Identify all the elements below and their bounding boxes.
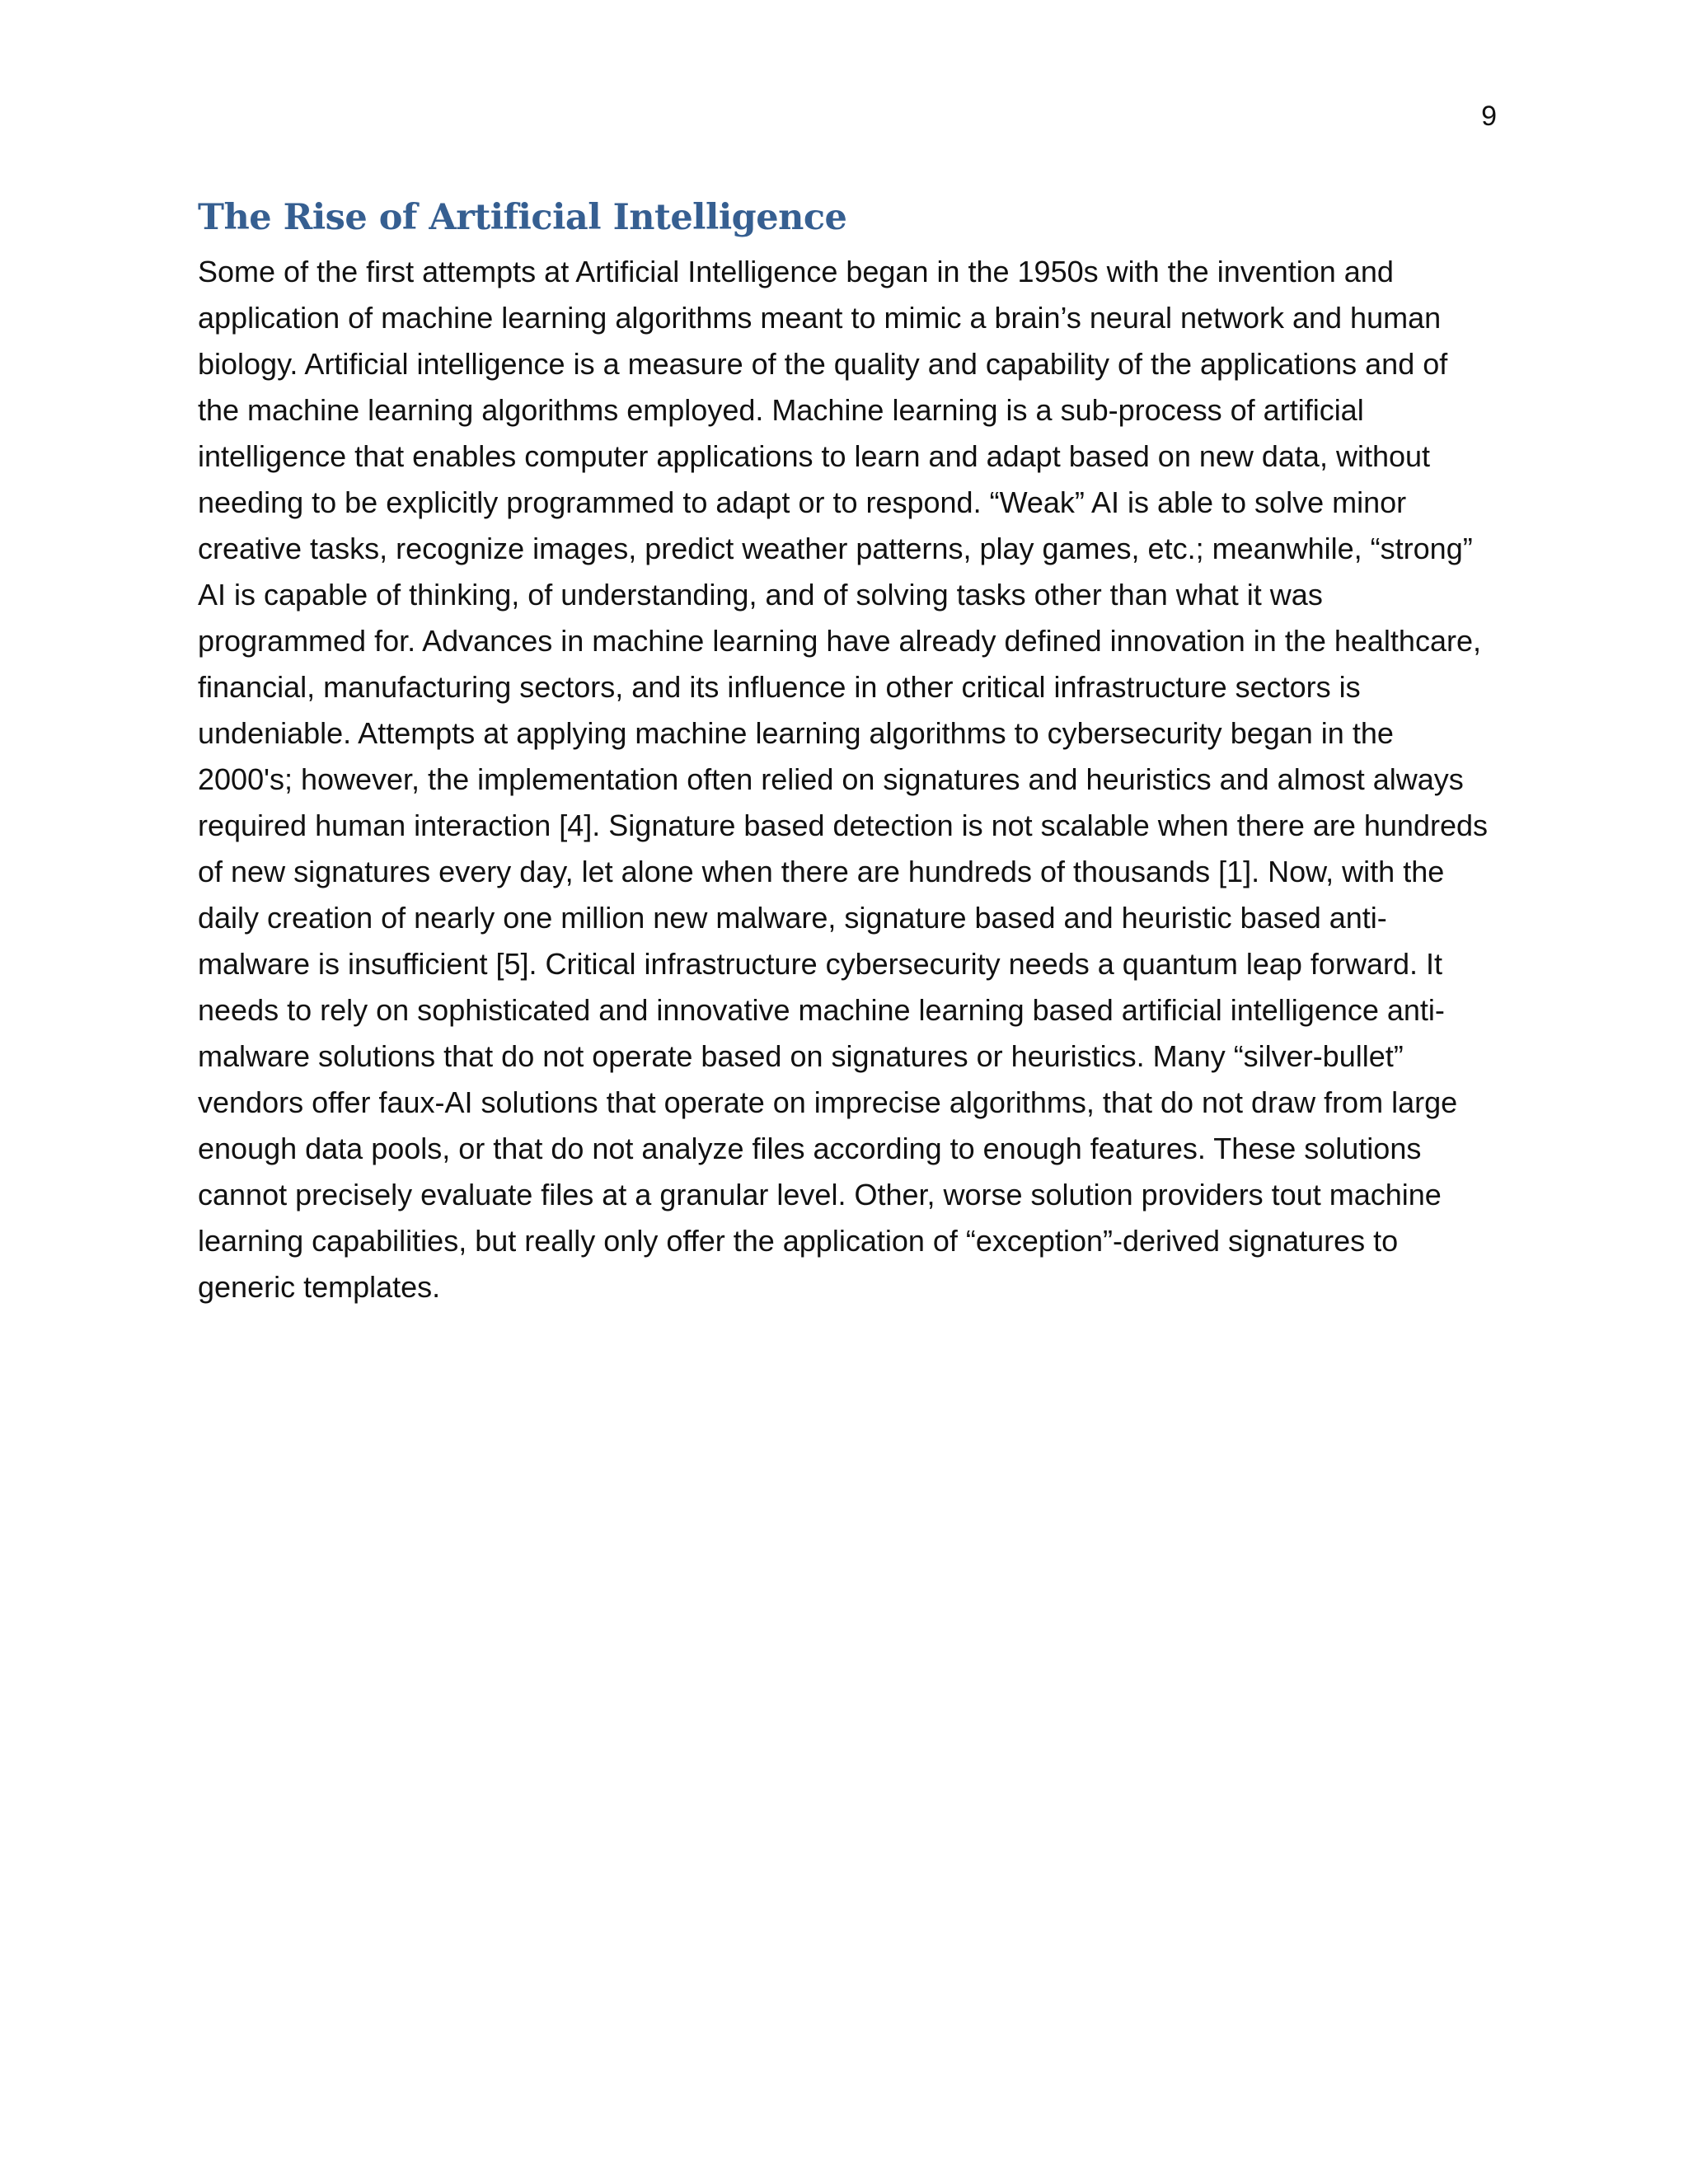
section-content [198, 196, 1493, 1310]
page-number: 9 [1481, 101, 1497, 132]
section-heading: The Rise of Artificial Intelligence [198, 197, 847, 238]
section-paragraph: Some of the first attempts at Artificial Intelligence began in the 1950s with the invention and application of machine learning algorithms meant to mimic a brain’s neural network and human biology. Artificial intelligence is a measure of the quality and capability of the applications and of the machine learning algorithms employed. Machine learning is a sub-process of artificial intelligence that enables computer applications to learn and adapt based on new data, without needing to be explicitly programmed to adapt or to respond. “Weak” AI is able to solve minor creative tasks, recognize images, predict weather patterns, play games, etc.; meanwhile, “strong” AI is capable of thinking, of understanding, and of solving tasks other than what it was programmed for. Advances in machine learning have already defined innovation in the healthcare, financial, manufacturing sectors, and its influence in other critical infrastructure sectors is undeniable. Attempts at applying machine learning algorithms to cybersecurity began in the 2000's; however, the implementation often relied on signatures and heuristics and almost always required human interaction [4]. Signature based detection is not scalable when there are hundreds of new signatures every day, let alone when there are hundreds of thousands [1]. Now, with the daily creation of nearly one million new malware, signature based and heuristic based anti-malware is insufficient [5]. Critical infrastructure cybersecurity needs a quantum leap forward. It needs to rely on sophisticated and innovative machine learning based artificial intelligence anti-malware solutions that do not operate based on signatures or heuristics. Many “silver-bullet” vendors offer faux-AI solutions that operate on imprecise algorithms, that do not draw from large enough data pools, or that do not analyze files according to enough features. These solutions cannot precisely evaluate files at a granular level. Other, worse solution providers tout machine learning capabilities, but really only offer the application of “exception”-derived signatures to generic templates. [198, 254, 1488, 1304]
